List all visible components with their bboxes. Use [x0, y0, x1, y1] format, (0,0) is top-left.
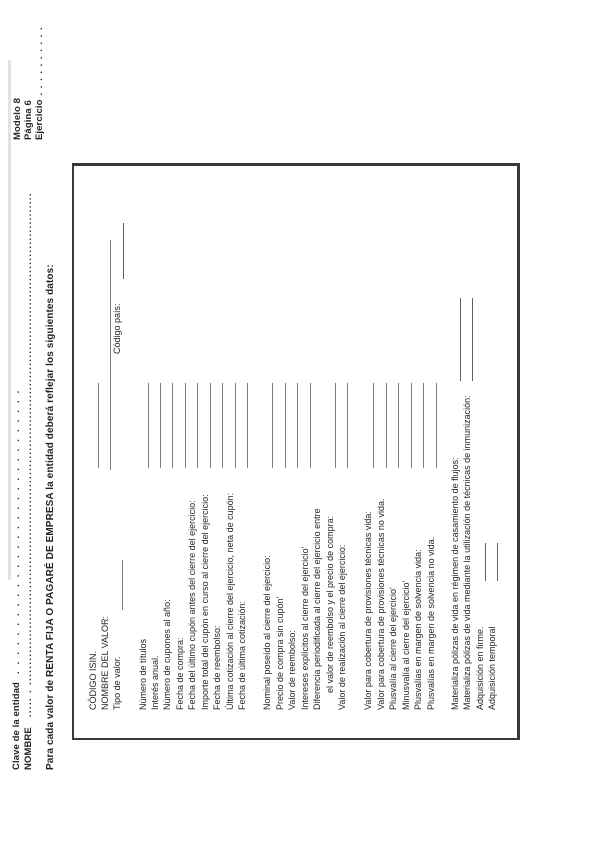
field-fill-line	[472, 298, 473, 381]
field-label: Materializa pólizas de vida en régimen de casamiento de flujos:	[450, 457, 460, 710]
ejercicio-line	[34, 26, 45, 140]
ejercicio-label: Ejercicio	[34, 99, 45, 140]
codigo-isin-label: CÓDIGO ISIN.	[88, 650, 98, 710]
field-label: Plusvalía al cierre del ejercicio'	[388, 587, 398, 710]
field-label: Adquisición en firme.	[475, 626, 485, 710]
field-label: el valor de reembolso y el precio de compra:	[325, 515, 335, 693]
field-fill-line	[386, 383, 387, 468]
codigo-pais-label: Código país:	[112, 303, 122, 354]
field-label: Precio de compra sin cupón'	[275, 596, 285, 710]
field-fill-line	[235, 383, 236, 468]
nombre-valor-fill-line	[110, 240, 111, 470]
tipo-valor-fill-line	[122, 560, 123, 610]
field-fill-line	[460, 298, 461, 381]
field-fill-line	[310, 383, 311, 468]
nombre-label: NOMBRE	[23, 727, 34, 770]
clave-entidad-dots: . . . . . . . . . . . . . . . . . . . . . . . . . . . . . .	[11, 388, 22, 675]
field-label: Interés anual.	[150, 655, 160, 710]
clave-entidad-label: Clave de la entidad	[11, 682, 22, 770]
field-fill-line	[423, 383, 424, 468]
field-label: Última cotización al cierre del ejercicio, neta de cupón:	[225, 492, 235, 710]
field-label: Número de títulos	[138, 638, 148, 710]
field-fill-line	[398, 383, 399, 468]
field-fill-line	[411, 383, 412, 468]
field-label: Importe total del cupón en curso al cierre del ejercicio:	[200, 494, 210, 710]
field-label: Adquisición temporal	[487, 626, 497, 710]
field-label: Minusvalía al cierre del ejercicio'	[401, 580, 411, 710]
clave-entidad-line	[11, 388, 22, 770]
field-label: Fecha de reembolso:	[212, 625, 222, 710]
tipo-valor-label: Tipo de valor.	[112, 656, 122, 710]
field-fill-line	[335, 383, 336, 468]
field-label: Fecha de compra:	[175, 637, 185, 710]
field-label: Plusvalías en margen de solvencia no vida.	[426, 536, 436, 710]
field-label: Valor de reembolso:	[287, 630, 297, 710]
field-fill-line	[222, 383, 223, 468]
codigo-isin-fill-line	[98, 383, 99, 468]
field-label: Intereses explícitos al cierre del ejercicio'	[300, 546, 310, 710]
modelo-label: Modelo 8	[12, 98, 23, 140]
nombre-dots: ..... . ..........................................................................................................................	[23, 192, 34, 718]
field-fill-line	[272, 383, 273, 468]
field-fill-line	[210, 383, 211, 468]
field-fill-line	[148, 383, 149, 468]
instruction-line: Para cada valor de RENTA FIJA O PAGARÉ DE EMPRESA la entidad deberá reflejar los siguientes datos:	[45, 264, 56, 770]
field-fill-line	[485, 543, 486, 581]
field-label: Valor de realización al cierre del ejercicio:	[337, 544, 347, 710]
nombre-line	[23, 192, 34, 770]
field-fill-line	[247, 383, 248, 468]
field-fill-line	[347, 383, 348, 468]
field-fill-line	[197, 383, 198, 468]
field-label: Número de cupones al año:	[162, 599, 172, 710]
ejercicio-dots: . . . . . . . . . .	[34, 26, 45, 96]
field-label: Fecha del último cupón antes del cierre del ejercicio:	[187, 500, 197, 710]
field-fill-line	[160, 383, 161, 468]
field-label: Fecha de última cotización:	[237, 600, 247, 710]
field-fill-line	[436, 383, 437, 468]
field-label: Valor para cobertura de provisiones técnicas vida:	[363, 511, 373, 710]
field-label: Diferencia periodificada al cierre del ejercicio entre	[312, 508, 322, 710]
field-fill-line	[185, 383, 186, 468]
codigo-pais-fill-line	[123, 223, 124, 279]
form-box	[72, 163, 520, 740]
field-fill-line	[172, 383, 173, 468]
field-label: Nominal poseído al cierre del ejercicio:	[262, 555, 272, 710]
field-fill-line	[285, 383, 286, 468]
field-fill-line	[497, 543, 498, 581]
field-fill-line	[297, 383, 298, 468]
field-fill-line	[373, 383, 374, 468]
pagina-label: Página 6	[23, 100, 34, 140]
field-label: Materializa pólizas de vida mediante la utilización de técnicas de inmunización:	[462, 395, 472, 710]
field-label: Plusvalías en margen de solvencia vida:	[413, 549, 423, 710]
nombre-valor-label: NOMBRE DEL VALOR:	[100, 615, 110, 710]
field-label: Valor para cobertura de provisiones técnicas no vida.	[376, 498, 386, 710]
